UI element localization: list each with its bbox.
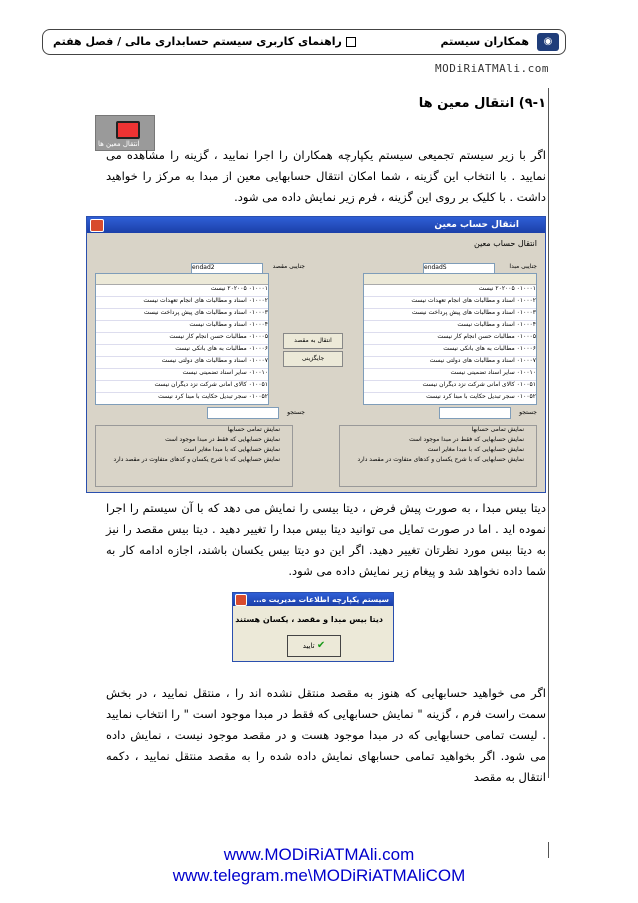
table-row[interactable]: ۰۱۰۰۰۶ مطالبات به های بانکی نیست (96, 345, 268, 357)
window-title-bar (87, 217, 545, 233)
header-title-text: راهنمای کاربری سیستم حسابداری مالی / فصل هفتم (53, 35, 342, 48)
transfer-icon (116, 121, 140, 139)
paragraph-transfer: اگر می خواهید حسابهایی که هنوز به مقصد منتقل نشده اند را ، منتقل نمایید ، در بخش سمت راست فرم ، گزینه " نمایش حسابهایی که فقط در مبدا موجود است " را انتخاب نمایید . لیست تمامی حسابهایی که در مبدا موجود هست و در مقصد موجود نیست ، نمایش داده می شود. اگر بخواهید تمامی حسابهای نمایش داده شده را به مقصد منتقل نمایید ، دکمه انتقال به مقصد (106, 686, 546, 784)
radio-option[interactable]: نمایش تمامی حسابها (227, 426, 280, 433)
header-company: همکاران سیستم (440, 35, 529, 48)
radio-option[interactable]: نمایش حسابهایی که با مبدا مغایر است (427, 446, 524, 453)
table-row[interactable]: ۰۱۰۰۰۲ اسناد و مطالبات های انجام تعهدات نیست (364, 297, 536, 309)
source-db-label: جنایبی مبدا (509, 263, 537, 270)
dialog-title-bar (233, 593, 393, 606)
close-icon[interactable] (235, 594, 247, 606)
radio-option[interactable]: نمایش حسابهایی که با مبدا مغایر است (183, 446, 280, 453)
table-row[interactable]: ۰۱۰۰۰۱ ۲۰۲۰۰۵ نیست (364, 285, 536, 297)
ok-button[interactable] (287, 635, 341, 657)
transfer-form-window (86, 216, 546, 493)
table-row[interactable]: ۰۱۰۰۰۳ اسناد و مطالبات های پیش پرداخت نیست (96, 309, 268, 321)
toolbar-button-label: انتقال معین ها (98, 140, 140, 148)
dialog-message: دیتا بیس مبدا و مقصد ، یکسان هستند (235, 615, 383, 624)
table-row[interactable]: ۰۱۰۰۰۳ اسناد و مطالبات های پیش پرداخت نیست (364, 309, 536, 321)
table-row[interactable]: ۰۱۰۰۰۲ اسناد و مطالبات های انجام تعهدات نیست (96, 297, 268, 309)
dest-search-input[interactable] (207, 407, 279, 419)
paragraph-database: دیتا بیس مبدا ، به صورت پیش فرض ، دیتا بیسی را نمایش می دهد که با آن سیستم را اجرا نموده اید . اما در صورت تمایل می توانید دیتا بیس مبدا را تغییر دهید . دیتا بیس مقصد را نیز به دیتا بیس مورد نظرتان تغییر دهید. اگر این دو دیتا بیس یکسان باشند، اجازه ادامه کار به شما داده نخواهد شد و پیغام زیر نمایش داده می شود. (106, 501, 546, 578)
table-row[interactable]: ۰۱۰۰۰۵ مطالبات حسن انجام کار نیست (96, 333, 268, 345)
dest-search-label: جستجو (287, 409, 305, 416)
margin-line (548, 88, 549, 778)
table-row[interactable]: ۰۱۰۰۵۱ کالای امانی شرکت نزد دیگران نیست (96, 381, 268, 393)
table-row[interactable]: ۰۱۰۰۰۴ اسناد و مطالبات نیست (96, 321, 268, 333)
dest-db-label: جنایبی مقصد (272, 263, 305, 270)
grid-header (364, 274, 536, 285)
table-row[interactable]: ۰۱۰۰۱۰ سایر اسناد تضمینی نیست (96, 369, 268, 381)
source-accounts-grid[interactable] (363, 273, 537, 405)
table-row[interactable]: ۰۱۰۰۰۷ اسناد و مطالبات های دولتی نیست (96, 357, 268, 369)
window-title: انتقال حساب معین (434, 220, 519, 230)
table-row[interactable]: ۰۱۰۰۵۲ سجر تبدیل حکایت با مبنا کرد نیست (96, 393, 268, 405)
table-row[interactable]: ۰۱۰۰۵۱ کالای امانی شرکت نزد دیگران نیست (364, 381, 536, 393)
grid-header (96, 274, 268, 285)
paragraph-intro: اگر با زیر سیستم تجمیعی سیستم یکپارچه همکاران را اجرا نمایید ، گزینه را مشاهده می نمایید . با انتخاب این گزینه ، شما امکان انتقال حسابهایی معین از مبدا به مرکز را خواهید داشت . با کلیک بر روی این گزینه ، فرم زیر نمایش داده می شود. (106, 148, 546, 204)
table-row[interactable]: ۰۱۰۰۵۲ سجر تبدیل حکایت با مبنا کرد نیست (364, 393, 536, 405)
source-search-label: جستجو (519, 409, 537, 416)
radio-option[interactable]: نمایش حسابهایی که با شرح یکسان و کدهای متفاوت در مقصد دارد (357, 456, 524, 463)
transfer-to-dest-button[interactable]: انتقال به مقصد (283, 333, 343, 349)
same-database-dialog (232, 592, 394, 662)
radio-option[interactable]: نمایش تمامی حسابها (471, 426, 524, 433)
table-row[interactable]: ۰۱۰۰۰۱ ۲۰۲۰۰۵ نیست (96, 285, 268, 297)
footer-url-1[interactable]: www.MODiRiATMAli.com (223, 845, 415, 864)
check-icon: ✔ (316, 640, 326, 651)
source-filter-options[interactable] (339, 425, 537, 487)
dest-accounts-grid[interactable] (95, 273, 269, 405)
radio-option[interactable]: نمایش حسابهایی که با شرح یکسان و کدهای متفاوت در مقصد دارد (113, 456, 280, 463)
table-row[interactable]: ۰۱۰۰۱۰ سایر اسناد تضمینی نیست (364, 369, 536, 381)
site-url: MODiRiATMAli.com (435, 62, 549, 75)
dest-filter-options[interactable] (95, 425, 293, 487)
ok-label: تایید (302, 642, 315, 650)
square-bullet-icon (346, 37, 356, 47)
table-row[interactable]: ۰۱۰۰۰۷ اسناد و مطالبات های دولتی نیست (364, 357, 536, 369)
section-title: ۹-۱) انتقال معین ها (418, 96, 546, 111)
company-logo-icon: ◉ (537, 33, 559, 51)
dialog-title: سیستم یکپارچه اطلاعات مدیریت ه... (253, 595, 389, 604)
form-subtitle: انتقال حساب معین (474, 239, 537, 248)
table-row[interactable]: ۰۱۰۰۰۴ اسناد و مطالبات نیست (364, 321, 536, 333)
header-title (53, 35, 356, 48)
dest-db-select[interactable]: endad2 (191, 263, 263, 275)
close-icon[interactable] (90, 219, 104, 232)
table-row[interactable]: ۰۱۰۰۰۶ مطالبات به های بانکی نیست (364, 345, 536, 357)
page-header (42, 29, 566, 55)
table-row[interactable]: ۰۱۰۰۰۵ مطالبات حسن انجام کار نیست (364, 333, 536, 345)
source-search-input[interactable] (439, 407, 511, 419)
source-db-select[interactable]: endadS (423, 263, 495, 275)
radio-option[interactable]: نمایش حسابهایی که فقط در مبدا موجود است (165, 436, 280, 443)
radio-option[interactable]: نمایش حسابهایی که فقط در مبدا موجود است (409, 436, 524, 443)
replace-button[interactable]: جایگزینی (283, 351, 343, 367)
footer-url-2[interactable]: www.telegram.me\MODiRiATMAliCOM (172, 866, 466, 885)
